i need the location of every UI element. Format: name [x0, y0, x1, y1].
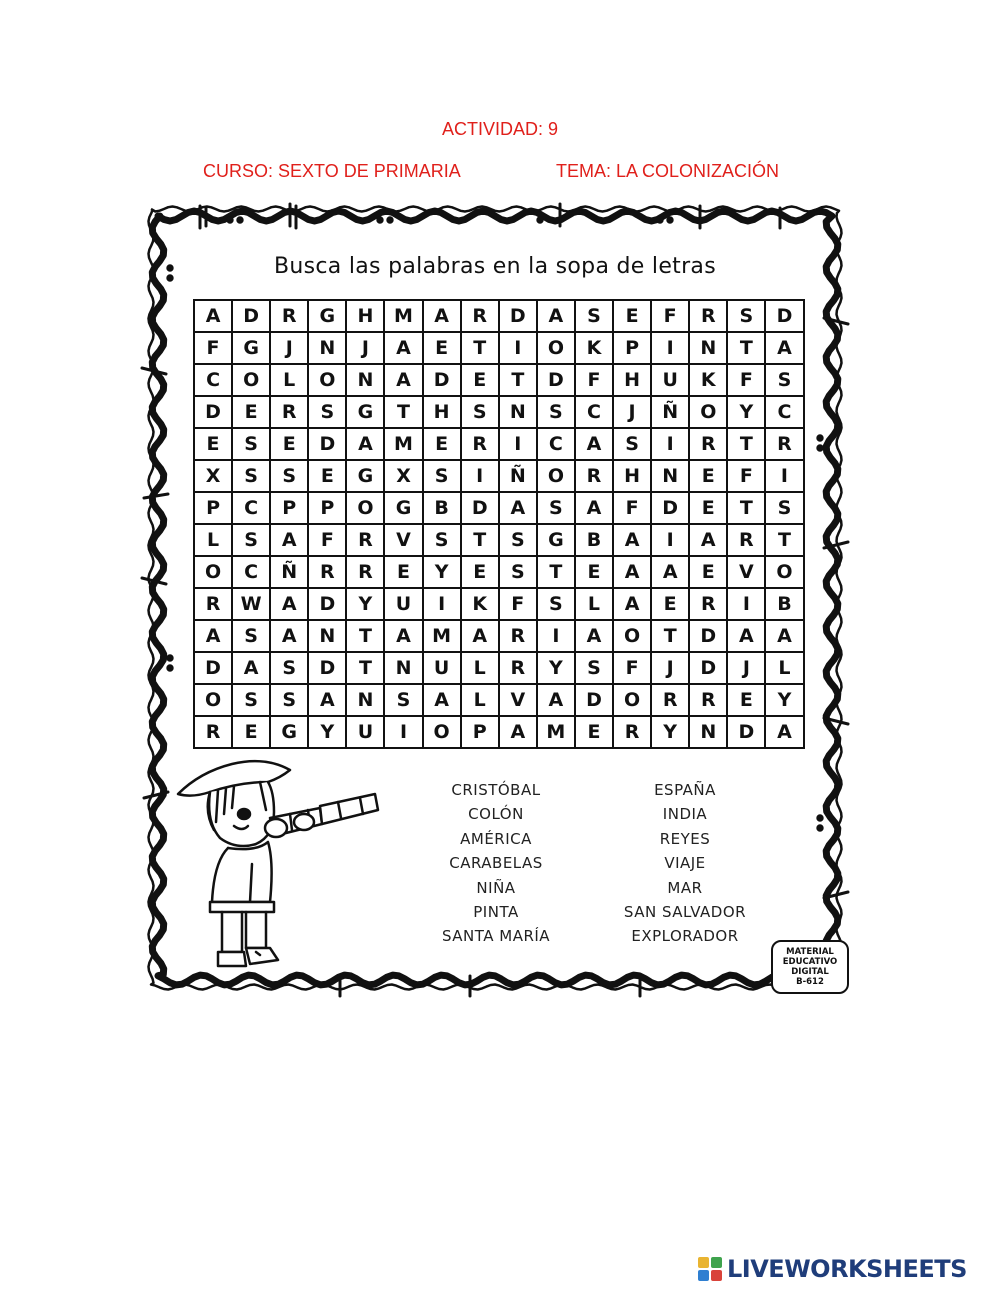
grid-cell[interactable]: R [195, 589, 233, 621]
grid-cell[interactable]: A [271, 589, 309, 621]
border-tick [144, 494, 168, 498]
stamp-line: EDUCATIVO [782, 957, 838, 967]
grid-cell[interactable]: R [690, 589, 728, 621]
grid-cell[interactable]: R [462, 301, 500, 333]
grid-cell[interactable]: E [690, 557, 728, 589]
grid-cell[interactable]: D [538, 365, 576, 397]
grid-cell[interactable]: M [538, 717, 576, 749]
grid-cell[interactable]: Ñ [652, 397, 690, 429]
word-list-item: NIÑA [476, 878, 516, 897]
grid-cell[interactable]: A [385, 621, 423, 653]
grid-cell[interactable]: R [347, 557, 385, 589]
word-list-item: COLÓN [468, 805, 524, 824]
grid-cell[interactable]: S [424, 525, 462, 557]
word-list-item: MAR [667, 878, 703, 897]
grid-cell[interactable]: S [538, 493, 576, 525]
grid-cell[interactable]: R [766, 429, 804, 461]
grid-cell[interactable]: H [614, 365, 652, 397]
grid-cell[interactable]: T [347, 653, 385, 685]
grid-cell[interactable]: A [614, 589, 652, 621]
stamp-line: DIGITAL [791, 967, 829, 977]
course-label: CURSO: SEXTO DE PRIMARIA [203, 161, 461, 181]
grid-cell[interactable]: D [195, 653, 233, 685]
grid-cell[interactable]: S [538, 397, 576, 429]
brand-name: LIVEWORKSHEETS [727, 1255, 967, 1283]
grid-cell[interactable]: A [347, 429, 385, 461]
grid-cell[interactable]: R [347, 525, 385, 557]
puzzle-title: Busca las palabras en la sopa de letras [274, 254, 716, 279]
grid-cell[interactable]: D [309, 653, 347, 685]
grid-cell[interactable]: S [271, 685, 309, 717]
grid-cell[interactable]: L [766, 653, 804, 685]
grid-cell[interactable]: S [576, 653, 614, 685]
grid-cell[interactable]: O [538, 333, 576, 365]
grid-cell[interactable]: R [462, 429, 500, 461]
grid-cell[interactable]: S [233, 621, 271, 653]
grid-cell[interactable]: A [576, 621, 614, 653]
grid-cell[interactable]: V [728, 557, 766, 589]
grid-cell[interactable]: F [309, 525, 347, 557]
grid-cell[interactable]: N [309, 333, 347, 365]
grid-cell[interactable]: O [538, 461, 576, 493]
grid-cell[interactable]: S [385, 685, 423, 717]
grid-cell[interactable]: I [652, 429, 690, 461]
word-list-item: SANTA MARÍA [441, 927, 551, 946]
grid-cell[interactable]: F [728, 365, 766, 397]
grid-cell[interactable]: A [766, 333, 804, 365]
grid-cell[interactable]: B [766, 589, 804, 621]
explorer-illustration [170, 752, 390, 977]
grid-cell[interactable]: R [690, 301, 728, 333]
border-dot [168, 266, 172, 270]
grid-cell[interactable]: T [462, 333, 500, 365]
grid-cell[interactable]: S [766, 365, 804, 397]
grid-cell[interactable]: A [271, 621, 309, 653]
material-educativo-stamp [771, 940, 849, 994]
grid-cell[interactable]: I [385, 717, 423, 749]
grid-cell[interactable]: S [614, 429, 652, 461]
grid-cell[interactable]: S [500, 557, 538, 589]
grid-cell[interactable]: T [462, 525, 500, 557]
grid-cell[interactable]: A [766, 717, 804, 749]
grid-cell[interactable]: N [385, 653, 423, 685]
stamp-line: B-612 [796, 977, 824, 987]
grid-cell[interactable]: O [614, 621, 652, 653]
grid-cell[interactable]: R [309, 557, 347, 589]
grid-cell[interactable]: D [690, 653, 728, 685]
grid-cell[interactable]: A [309, 685, 347, 717]
border-dot [658, 218, 662, 222]
grid-cell[interactable]: G [347, 397, 385, 429]
grid-cell[interactable]: K [462, 589, 500, 621]
grid-cell[interactable]: S [538, 589, 576, 621]
grid-cell[interactable]: E [462, 365, 500, 397]
grid-cell[interactable]: A [195, 621, 233, 653]
grid-cell[interactable]: D [233, 301, 271, 333]
grid-cell[interactable]: A [424, 685, 462, 717]
grid-cell[interactable]: G [347, 461, 385, 493]
grid-cell[interactable]: Y [538, 653, 576, 685]
grid-cell[interactable]: A [614, 557, 652, 589]
grid-cell[interactable]: V [385, 525, 423, 557]
grid-cell[interactable]: C [195, 365, 233, 397]
grid-cell[interactable]: O [690, 397, 728, 429]
grid-cell[interactable]: Ñ [271, 557, 309, 589]
grid-cell[interactable]: U [347, 717, 385, 749]
grid-cell[interactable]: S [233, 429, 271, 461]
grid-cell[interactable]: I [728, 589, 766, 621]
word-list-item: VIAJE [664, 854, 706, 873]
grid-cell[interactable]: S [576, 301, 614, 333]
grid-cell[interactable]: K [690, 365, 728, 397]
grid-cell[interactable]: S [233, 461, 271, 493]
grid-cell[interactable]: I [462, 461, 500, 493]
grid-cell[interactable]: P [271, 493, 309, 525]
grid-cell[interactable]: R [500, 621, 538, 653]
grid-cell[interactable]: N [347, 365, 385, 397]
grid-cell[interactable]: E [424, 429, 462, 461]
border-dot [378, 218, 382, 222]
grid-cell[interactable]: A [233, 653, 271, 685]
grid-cell[interactable]: Y [766, 685, 804, 717]
word-list-item: AMÉRICA [460, 829, 532, 848]
topic-label: TEMA: LA COLONIZACIÓN [556, 161, 780, 181]
word-list-item: ESPAÑA [654, 781, 716, 799]
liveworksheets-blocks-icon [697, 1256, 723, 1282]
grid-cell[interactable]: R [500, 653, 538, 685]
grid-cell[interactable]: G [233, 333, 271, 365]
grid-cell[interactable]: Ñ [500, 461, 538, 493]
grid-cell[interactable]: X [195, 461, 233, 493]
word-list-item: CRISTÓBAL [451, 781, 541, 799]
word-list-item: INDIA [662, 805, 708, 824]
grid-cell[interactable]: I [500, 429, 538, 461]
grid-cell[interactable]: G [538, 525, 576, 557]
word-list-item: EXPLORADOR [631, 927, 739, 946]
grid-cell[interactable]: T [728, 429, 766, 461]
grid-cell[interactable]: H [614, 461, 652, 493]
grid-cell[interactable]: R [652, 685, 690, 717]
grid-cell[interactable]: S [271, 653, 309, 685]
grid-cell[interactable]: D [462, 493, 500, 525]
grid-cell[interactable]: S [309, 397, 347, 429]
liveworksheets-logo[interactable] [697, 1255, 967, 1283]
grid-cell[interactable]: M [385, 429, 423, 461]
grid-cell[interactable]: S [500, 525, 538, 557]
grid-cell[interactable]: E [728, 685, 766, 717]
word-list-column-1 [396, 778, 596, 949]
border-dot [818, 826, 822, 830]
border-dot [818, 816, 822, 820]
grid-cell[interactable]: I [424, 589, 462, 621]
grid-cell[interactable]: E [462, 557, 500, 589]
grid-cell[interactable]: P [195, 493, 233, 525]
border-dot [228, 218, 232, 222]
grid-cell[interactable]: O [195, 685, 233, 717]
grid-cell[interactable]: E [690, 493, 728, 525]
grid-cell[interactable]: F [576, 365, 614, 397]
grid-cell[interactable]: A [462, 621, 500, 653]
word-list-item: SAN SALVADOR [623, 902, 747, 921]
grid-cell[interactable]: E [576, 717, 614, 749]
stamp-line: MATERIAL [786, 947, 834, 957]
grid-cell[interactable]: A [766, 621, 804, 653]
grid-cell[interactable]: B [576, 525, 614, 557]
border-dot [818, 436, 822, 440]
grid-cell[interactable]: H [424, 397, 462, 429]
grid-cell[interactable]: E [690, 461, 728, 493]
grid-cell[interactable]: C [766, 397, 804, 429]
grid-cell[interactable]: I [766, 461, 804, 493]
grid-cell[interactable]: A [195, 301, 233, 333]
grid-cell[interactable]: M [385, 301, 423, 333]
grid-cell[interactable]: D [576, 685, 614, 717]
grid-cell[interactable]: E [614, 301, 652, 333]
grid-cell[interactable]: D [309, 429, 347, 461]
word-list-item: REYES [659, 829, 711, 848]
grid-cell[interactable]: J [728, 653, 766, 685]
grid-cell[interactable]: Y [728, 397, 766, 429]
border-dot [538, 218, 542, 222]
grid-cell[interactable]: O [233, 365, 271, 397]
grid-cell[interactable]: A [728, 621, 766, 653]
grid-cell[interactable]: D [728, 717, 766, 749]
grid-cell[interactable]: R [728, 525, 766, 557]
grid-cell[interactable]: L [271, 365, 309, 397]
grid-cell[interactable]: S [424, 461, 462, 493]
grid-cell[interactable]: T [538, 557, 576, 589]
grid-cell[interactable]: X [385, 461, 423, 493]
grid-cell[interactable]: E [195, 429, 233, 461]
grid-cell[interactable]: G [271, 717, 309, 749]
grid-cell[interactable]: N [309, 621, 347, 653]
grid-cell[interactable]: G [385, 493, 423, 525]
grid-cell[interactable]: E [233, 397, 271, 429]
grid-cell[interactable]: A [690, 525, 728, 557]
grid-cell[interactable]: L [462, 653, 500, 685]
grid-cell[interactable]: D [309, 589, 347, 621]
grid-cell[interactable]: L [576, 589, 614, 621]
grid-cell[interactable]: E [424, 333, 462, 365]
grid-cell[interactable]: C [233, 557, 271, 589]
grid-cell[interactable]: Y [347, 589, 385, 621]
grid-cell[interactable]: D [195, 397, 233, 429]
word-list-item: CARABELAS [449, 854, 543, 873]
grid-cell[interactable]: N [690, 717, 728, 749]
grid-cell[interactable]: T [766, 525, 804, 557]
grid-cell[interactable]: I [652, 525, 690, 557]
grid-cell[interactable]: J [347, 333, 385, 365]
grid-cell[interactable]: S [462, 397, 500, 429]
border-dot [238, 218, 242, 222]
grid-cell[interactable]: D [766, 301, 804, 333]
grid-cell[interactable]: O [309, 365, 347, 397]
grid-cell[interactable]: U [424, 653, 462, 685]
grid-cell[interactable]: D [690, 621, 728, 653]
grid-cell[interactable]: F [195, 333, 233, 365]
grid-cell[interactable]: E [385, 557, 423, 589]
grid-cell[interactable]: I [538, 621, 576, 653]
border-dot [168, 276, 172, 280]
grid-cell[interactable]: R [614, 717, 652, 749]
grid-cell[interactable]: T [652, 621, 690, 653]
grid-cell[interactable]: N [690, 333, 728, 365]
grid-cell[interactable]: F [500, 589, 538, 621]
grid-cell[interactable]: C [538, 429, 576, 461]
grid-cell[interactable]: T [728, 333, 766, 365]
grid-cell[interactable]: P [614, 333, 652, 365]
grid-cell[interactable]: Y [652, 717, 690, 749]
grid-cell[interactable]: E [309, 461, 347, 493]
grid-cell[interactable]: T [385, 397, 423, 429]
grid-cell[interactable]: Y [309, 717, 347, 749]
grid-cell[interactable]: A [385, 333, 423, 365]
grid-cell[interactable]: A [271, 525, 309, 557]
word-list-item: PINTA [473, 902, 519, 921]
grid-cell[interactable]: E [652, 589, 690, 621]
grid-cell[interactable]: F [614, 653, 652, 685]
grid-cell[interactable]: L [195, 525, 233, 557]
grid-cell[interactable]: E [271, 429, 309, 461]
grid-cell[interactable]: O [614, 685, 652, 717]
grid-cell[interactable]: S [766, 493, 804, 525]
grid-cell[interactable]: R [690, 685, 728, 717]
grid-cell[interactable]: S [233, 685, 271, 717]
word-list-column-2 [585, 778, 785, 949]
grid-cell[interactable]: R [576, 461, 614, 493]
border-dot [818, 446, 822, 450]
grid-cell[interactable]: D [500, 301, 538, 333]
grid-cell[interactable]: T [347, 621, 385, 653]
word-search-grid [193, 299, 805, 749]
grid-cell[interactable]: O [766, 557, 804, 589]
grid-cell[interactable]: W [233, 589, 271, 621]
grid-cell[interactable]: T [500, 365, 538, 397]
grid-cell[interactable]: F [728, 461, 766, 493]
border-dot [168, 656, 172, 660]
grid-cell[interactable]: U [385, 589, 423, 621]
grid-cell[interactable]: N [347, 685, 385, 717]
grid-cell[interactable]: A [424, 301, 462, 333]
grid-cell[interactable]: A [500, 717, 538, 749]
grid-cell[interactable]: A [614, 525, 652, 557]
grid-cell[interactable]: J [652, 653, 690, 685]
grid-cell[interactable]: A [385, 365, 423, 397]
grid-cell[interactable]: C [233, 493, 271, 525]
grid-cell[interactable]: P [462, 717, 500, 749]
grid-cell[interactable]: R [271, 397, 309, 429]
grid-cell[interactable]: R [195, 717, 233, 749]
grid-cell[interactable]: S [728, 301, 766, 333]
grid-cell[interactable]: F [614, 493, 652, 525]
grid-cell[interactable]: J [271, 333, 309, 365]
grid-cell[interactable]: M [424, 621, 462, 653]
border-dot [668, 218, 672, 222]
grid-cell[interactable]: E [233, 717, 271, 749]
grid-cell[interactable]: F [652, 301, 690, 333]
grid-cell[interactable]: V [500, 685, 538, 717]
grid-cell[interactable]: O [424, 717, 462, 749]
grid-cell[interactable]: A [576, 429, 614, 461]
border-dot [168, 666, 172, 670]
grid-cell[interactable]: S [233, 525, 271, 557]
grid-cell[interactable]: A [500, 493, 538, 525]
grid-cell[interactable]: I [652, 333, 690, 365]
grid-cell[interactable]: I [500, 333, 538, 365]
grid-cell[interactable]: P [309, 493, 347, 525]
grid-cell[interactable]: H [347, 301, 385, 333]
grid-cell[interactable]: R [271, 301, 309, 333]
grid-cell[interactable]: C [576, 397, 614, 429]
grid-cell[interactable]: N [500, 397, 538, 429]
grid-cell[interactable]: G [309, 301, 347, 333]
grid-cell[interactable]: A [538, 685, 576, 717]
grid-cell[interactable]: A [652, 557, 690, 589]
grid-cell[interactable]: D [424, 365, 462, 397]
grid-cell[interactable]: J [614, 397, 652, 429]
grid-cell[interactable]: L [462, 685, 500, 717]
grid-cell[interactable]: A [538, 301, 576, 333]
grid-cell[interactable]: S [271, 461, 309, 493]
border-dot [388, 218, 392, 222]
grid-cell[interactable]: E [576, 557, 614, 589]
grid-cell[interactable]: R [690, 429, 728, 461]
grid-cell[interactable]: B [424, 493, 462, 525]
grid-cell[interactable]: U [652, 365, 690, 397]
grid-cell[interactable]: O [347, 493, 385, 525]
grid-cell[interactable]: O [195, 557, 233, 589]
grid-cell[interactable]: Y [424, 557, 462, 589]
grid-cell[interactable]: D [652, 493, 690, 525]
grid-cell[interactable]: A [576, 493, 614, 525]
grid-cell[interactable]: N [652, 461, 690, 493]
grid-cell[interactable]: K [576, 333, 614, 365]
activity-number: ACTIVIDAD: 9 [441, 119, 559, 139]
grid-cell[interactable]: T [728, 493, 766, 525]
